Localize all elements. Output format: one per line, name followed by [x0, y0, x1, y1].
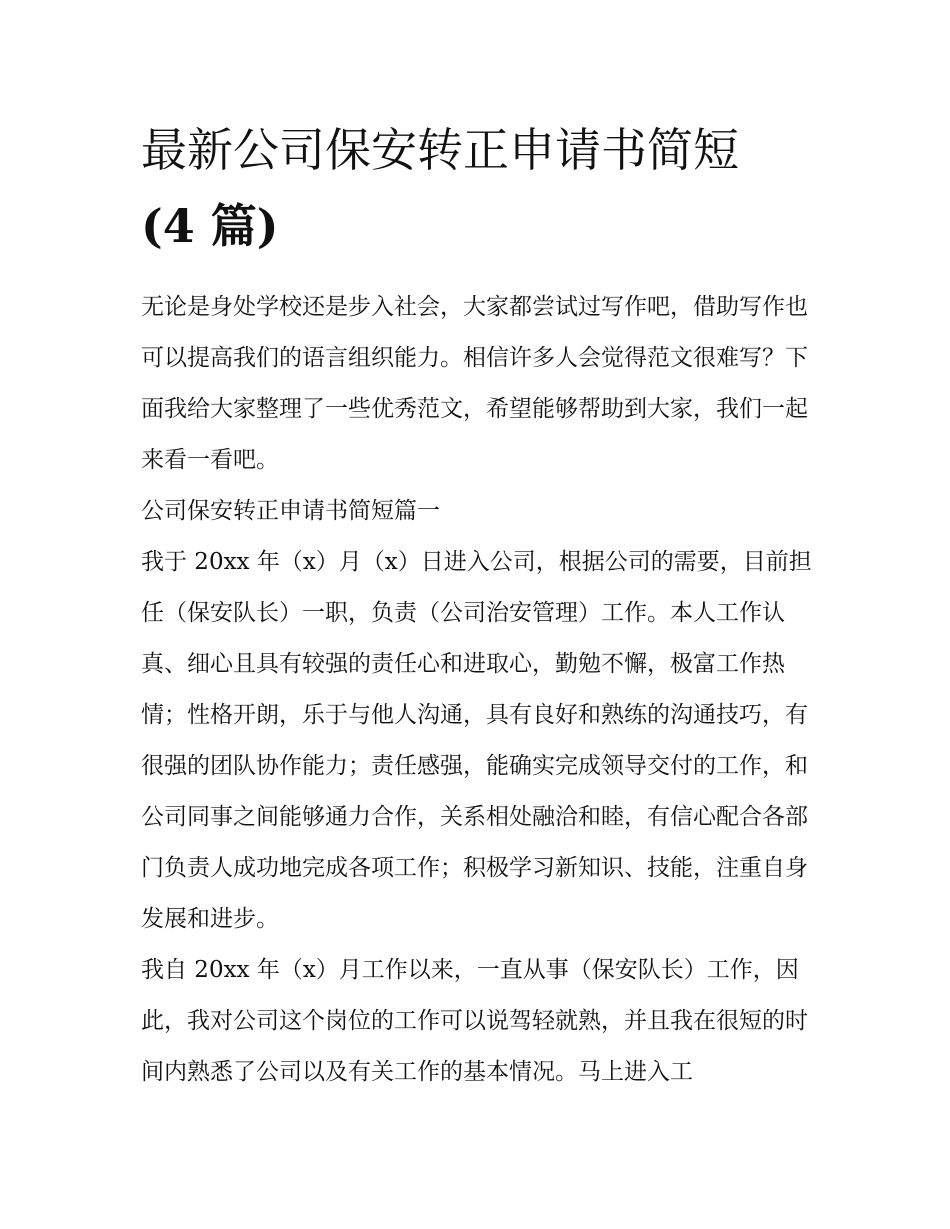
- title-line-2: (4 篇): [141, 199, 279, 253]
- document-body: [141, 112, 813, 1098]
- body-paragraph-1: 我于 20xx 年（x）月（x）日进入公司，根据公司的需要，目前担任（保安队长）一职，负责（公司治安管理）工作。本人工作认真、细心且具有较强的责任心和进取心，勤勉不懈，极富工作热情；性格开朗，乐于与他人沟通，具有良好和熟练的沟通技巧，有很强的团队协作能力；责任感强，能确实完成领导交付的工作，和公司同事之间能够通力合作，关系相处融洽和睦，有信心配合各部门负责人成功地完成各项工作；积极学习新知识、技能，注重自身发展和进步。: [141, 549, 812, 932]
- intro-paragraph: 无论是身处学校还是步入社会，大家都尝试过写作吧，借助写作也可以提高我们的语言组织能力。相信许多人会觉得范文很难写？下面我给大家整理了一些优秀范文，希望能够帮助到大家，我们一起来看一看吧。: [141, 294, 808, 473]
- document-title: [141, 112, 813, 264]
- title-line-1: 最新公司保安转正申请书简短: [141, 123, 739, 177]
- body-paragraph-2: 我自 20xx 年（x）月工作以来，一直从事（保安队长）工作，因此，我对公司这个岗位的工作可以说驾轻就熟，并且我在很短的时间内熟悉了公司以及有关工作的基本情况。马上进入工: [141, 957, 808, 1085]
- section-heading-1: 公司保安转正申请书简短篇一: [141, 498, 440, 524]
